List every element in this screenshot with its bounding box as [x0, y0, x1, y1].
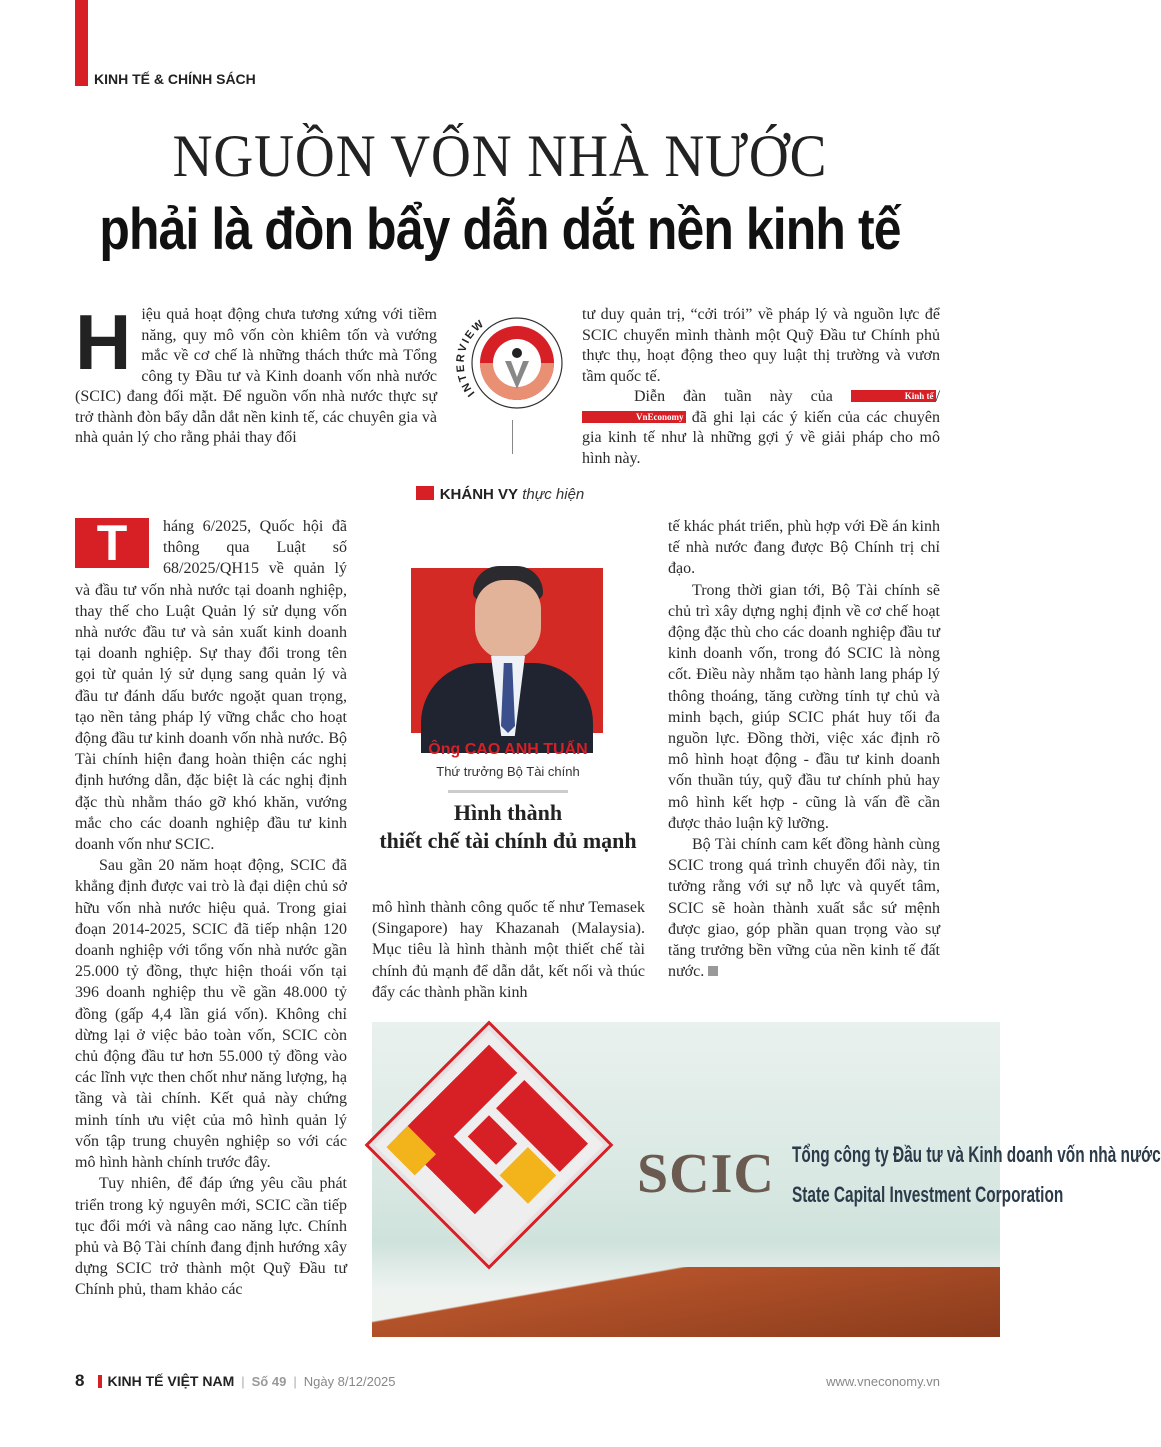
intro-paragraph: tư duy quản trị, “cởi trói” về pháp lý và nguồn lực để SCIC chuyển mình thành một Quỹ Đầu tư Chính phủ thực thụ, hoạt động theo quy luật thị trường và vươn tầm quốc tế.	[582, 306, 940, 385]
intro-text: đã ghi lại các ý kiến của các chuyên gia kinh tế như là những gợi ý về giải pháp cho mô hình này.	[582, 408, 940, 467]
brand-sep: /	[935, 388, 941, 405]
body-paragraph: háng 6/2025, Quốc hội đã thông qua Luật số 68/2025/QH15 về quản lý và đầu tư vốn nhà nước tại doanh nghiệp, thay thế cho Luật Quản lý sử dụng vốn nhà nước đầu tư và sản xuất kinh doanh tại doanh nghiệp. Sự thay đổi trong tên gọi từ quản lý sử dụng sang quản lý và đầu tư đánh dấu bước ngoặt quan trọng, tạo nền tảng pháp lý vững chắc cho hoạt động đầu tư kinh doanh vốn nhà nước. Bộ Tài chính hiện đang hoàn thiện các nghị định hướng dẫn, đặc biệt là các nghị định đặc thù nhằm tháo gỡ khó khăn, vướng mắc cho các doanh nghiệp đầu tư kinh doanh vốn như SCIC.	[75, 518, 347, 854]
body-column-middle	[372, 897, 645, 1007]
intro-right	[582, 305, 940, 469]
body-paragraph: Trong thời gian tới, Bộ Tài chính sẽ chủ trì xây dựng nghị định về cơ chế hoạt động đặc thù cho các doanh nghiệp đầu tư kinh doanh vốn, trong đó SCIC là nòng cốt. Điều này nhằm tạo hành lang pháp lý thông thoáng, tăng cường tính tự chủ và minh bạch, giúp SCIC phát huy tối đa nguồn lực. Đồng thời, việc xác định rõ mô hình hoạt động - đầu tư kinh doanh vốn thuần túy, quỹ đầu tư chính phủ hay mô hình kết hợp - cũng là vấn đề cần được thảo luận kỹ lưỡng.	[668, 581, 940, 832]
interviewee-title: Thứ trưởng Bộ Tài chính	[436, 764, 580, 779]
body-paragraph: Sau gần 20 năm hoạt động, SCIC đã khẳng định được vai trò là đại diện chủ sở hữu vốn nhà nước hiệu quả. Trong giai đoạn 2014-2025, SCIC đã tiếp nhận 120 doanh nghiệp với tổng vốn nhà nước gần 25.000 tỷ đồng, thực hiện thoái vốn tại 396 doanh nghiệp thu về gần 48.000 tỷ đồng (gấp 4,4 lần giá vốn). Không chỉ dừng lại ở việc bảo toàn vốn, SCIC còn chủ động đầu tư hơn 55.000 tỷ đồng vào các lĩnh vực then chốt như năng lượng, hạ tầng và tài chính. Kết quả này chứng minh tính ưu việt của mô hình quản lý vốn tập trung chuyên nghiệp so với các mô hình hành chính trước đây.	[75, 857, 347, 1172]
footer-accent-bar	[98, 1375, 102, 1388]
headline-line-1: NGUỒN VỐN NHÀ NƯỚC	[172, 123, 828, 189]
separator: |	[293, 1373, 297, 1389]
separator: |	[241, 1373, 245, 1389]
section-label: KINH TẾ & CHÍNH SÁCH	[94, 71, 256, 87]
byline	[0, 486, 1000, 503]
intro-paragraph-2	[582, 387, 940, 469]
drop-cap: T	[75, 518, 149, 568]
sign-vietnamese: Tổng công ty Đầu tư và Kinh doanh vốn nhà nước	[792, 1142, 1161, 1167]
author-icon	[416, 486, 434, 500]
author-name: KHÁNH VY	[439, 486, 519, 503]
scic-wall-text: SCIC	[637, 1143, 775, 1205]
sign-english: State Capital Investment Corporation	[792, 1182, 1064, 1207]
website-link[interactable]: www.vneconomy.vn	[826, 1373, 940, 1389]
divider	[512, 420, 513, 454]
scic-office-photo	[372, 1022, 1161, 1337]
pull-headline-line-1: Hình thành	[453, 800, 563, 825]
headline-line-2: phải là đòn bẩy dẫn dắt nền kinh tế	[99, 197, 901, 262]
byline-suffix: thực hiện	[522, 486, 585, 503]
body-column-left	[75, 516, 347, 1346]
end-mark-icon	[708, 966, 718, 976]
pull-headline-line-2: thiết chế tài chính đủ mạnh	[379, 828, 637, 853]
body-paragraph: tế khác phát triển, phù hợp với Đề án kinh tế nhà nước đang được Bộ Chính trị chỉ đạo.	[668, 518, 940, 578]
issue-date: Ngày 8/12/2025	[303, 1373, 396, 1389]
scic-logo-icon	[369, 1025, 609, 1265]
issue-number: Số 49	[251, 1373, 287, 1389]
drop-cap: H	[75, 298, 132, 386]
floor	[372, 1267, 1000, 1337]
brand-vneconomy-logo: VnEconomy	[582, 411, 686, 423]
pull-headline	[362, 799, 654, 855]
intro-text: Diễn đàn tuần này của	[634, 388, 833, 405]
portrait-photo	[411, 568, 603, 733]
page-number: 8	[75, 1371, 85, 1390]
intro-left	[75, 298, 437, 449]
page-footer	[75, 1371, 940, 1391]
body-text: Bộ Tài chính cam kết đồng hành cùng SCIC trong quá trình chuyển đổi này, tin tưởng rằng với sự nỗ lực và quyết tâm, SCIC sẽ hoàn thành xuất sắc sứ mệnh được giao, góp phần quan trọng vào sự tăng trưởng bền vững của nền kinh tế đất nước.	[668, 836, 940, 981]
body-paragraph: mô hình thành công quốc tế như Temasek (Singapore) hay Khazanah (Malaysia). Mục tiêu là hình thành một thiết chế tài chính đủ mạnh để dẫn dắt, kết nối và thúc đẩy các thành phần kinh	[372, 899, 645, 1001]
body-column-right	[668, 516, 940, 1006]
section-accent-bar	[75, 0, 88, 86]
divider	[448, 790, 568, 793]
body-paragraph: Tuy nhiên, để đáp ứng yêu cầu phát triển trong kỷ nguyên mới, SCIC cần tiếp tục đổi mới và nâng cao năng lực. Chính phủ và Bộ Tài chính đang định hướng xây dựng SCIC trở thành một Quỹ Đầu tư Chính phủ, tham khảo các	[75, 1175, 347, 1299]
interview-badge-icon	[455, 305, 570, 420]
interviewee-name: Ông CAO ANH TUẤN	[428, 741, 588, 758]
body-paragraph	[668, 834, 940, 982]
intro-text: iệu quả hoạt động chưa tương xứng với tiềm năng, quy mô vốn còn khiêm tốn và vướng mắc về cơ chế là những thách thức mà Tổng công ty Đầu tư và Kinh doanh vốn nhà nước (SCIC) đang đối mặt. Để nguồn vốn nhà nước thực sự trở thành đòn bẩy dẫn dắt nền kinh tế, các chuyên gia và nhà quản lý cho rằng phải thay đổi	[75, 306, 437, 446]
interview-badge-label: INTERVIEW	[455, 317, 488, 399]
magazine-name: KINH TẾ VIỆT NAM	[107, 1373, 235, 1389]
brand-kinhte-logo: Kinh tế	[851, 390, 936, 402]
